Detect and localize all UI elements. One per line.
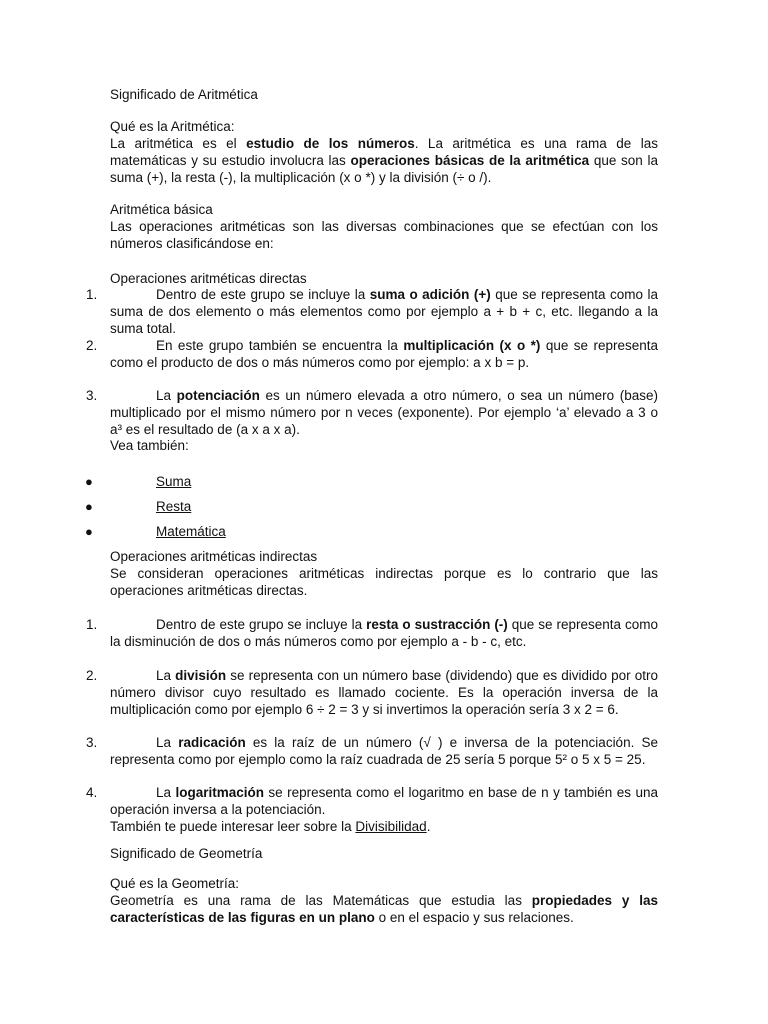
title-geometria: Significado de Geometría bbox=[110, 846, 263, 861]
text: También te puede interesar leer sobre la bbox=[110, 819, 356, 834]
bold-text: radicación bbox=[178, 735, 246, 750]
list-item-resta bbox=[86, 616, 658, 650]
bold-text: propiedades y las características de las figuras en un plano bbox=[110, 893, 658, 925]
list-number: 2. bbox=[86, 338, 98, 353]
list-item-radicacion bbox=[86, 734, 658, 768]
link-divisibilidad[interactable]: Divisibilidad bbox=[355, 819, 427, 834]
paragraph-aritmetica-basica: Las operaciones aritméticas son las diversas combinaciones que se efectúan con los números clasificándose en: bbox=[110, 219, 658, 251]
text: Dentro de este grupo se incluye la bbox=[156, 617, 367, 632]
link-suma[interactable]: Suma bbox=[156, 474, 192, 489]
paragraph-indirectas: Se consideran operaciones aritméticas indirectas porque es lo contrario que las operaciones aritméticas directas. bbox=[110, 566, 658, 598]
text: La aritmética es el bbox=[110, 136, 247, 151]
text: La bbox=[156, 668, 176, 683]
list-number: 3. bbox=[86, 735, 98, 750]
bullet-icon: ● bbox=[85, 474, 93, 489]
text: que se representa como el producto de dos o más números como por ejemplo: a x b = p. bbox=[110, 338, 659, 370]
paragraph-definicion bbox=[110, 135, 658, 186]
bold-text: multiplicación (x o *) bbox=[403, 338, 541, 353]
bold-text: potenciación bbox=[176, 388, 260, 403]
heading-aritmetica-basica: Aritmética básica bbox=[110, 202, 213, 217]
text: o en el espacio y sus relaciones. bbox=[374, 910, 574, 925]
title-aritmetica: Significado de Aritmética bbox=[110, 87, 258, 102]
bold-text: división bbox=[175, 668, 227, 683]
list-item-division bbox=[86, 667, 658, 718]
text: Dentro de este grupo se incluye la bbox=[156, 287, 370, 302]
list-number: 1. bbox=[86, 287, 98, 302]
paragraph-geometria bbox=[110, 892, 658, 926]
subtitle-que-es-geometria: Qué es la Geometría: bbox=[110, 876, 240, 891]
text: que son la suma (+), la resta (-), la multiplicación (x o *) y la división (÷ o /). bbox=[110, 153, 658, 185]
list-number: 2. bbox=[86, 668, 98, 683]
heading-operaciones-directas: Operaciones aritméticas directas bbox=[110, 271, 307, 286]
list-item-multiplicacion bbox=[86, 337, 658, 371]
bold-text: logaritmación bbox=[175, 785, 264, 800]
text: La bbox=[156, 735, 179, 750]
list-item-suma bbox=[86, 286, 658, 337]
bold-text: resta o sustracción (-) bbox=[366, 617, 508, 632]
list-item-potenciacion bbox=[86, 387, 658, 438]
text: La bbox=[156, 785, 176, 800]
text: que se representa como la disminución de dos o más números como por ejemplo a - b - c, etc. bbox=[110, 617, 659, 649]
text: . La aritmética es una rama de las matemáticas y su estudio involucra las bbox=[110, 136, 658, 168]
list-item-logaritmacion bbox=[86, 784, 658, 818]
text: . bbox=[426, 819, 431, 834]
heading-operaciones-indirectas: Operaciones aritméticas indirectas bbox=[110, 549, 318, 564]
link-matematica[interactable]: Matemática bbox=[156, 524, 226, 539]
link-resta[interactable]: Resta bbox=[156, 499, 192, 514]
text: que se representa como la suma de dos elemento o más elementos como por ejemplo a + b + c, etc. llegando a la suma total. bbox=[110, 287, 658, 336]
text: es un número elevada a otro número, o sea un número (base) multiplicado por el mismo número por n veces (exponente). Por ejemplo ‘a’ elevado a 3 o a³ es el resultado de (a x a x a). bbox=[110, 388, 658, 437]
text: La bbox=[156, 388, 177, 403]
list-number: 1. bbox=[86, 617, 98, 632]
subtitle-que-es-aritmetica: Qué es la Aritmética: bbox=[110, 119, 235, 134]
text: En este grupo también se encuentra la bbox=[156, 338, 404, 353]
bullet-icon: ● bbox=[85, 524, 93, 539]
bold-text: estudio de los números bbox=[246, 136, 415, 151]
text: Geometría es una rama de las Matemáticas que estudia las bbox=[110, 893, 532, 908]
see-also-label: Vea también: bbox=[110, 438, 189, 453]
list-number: 3. bbox=[86, 388, 98, 403]
list-number: 4. bbox=[86, 785, 98, 800]
text: es la raíz de un número (√ ) e inversa de la potenciación. Se representa como por ejemplo como la raíz cuadrada de 25 sería 5 porque 5² o 5 x 5 = 25. bbox=[110, 735, 658, 767]
text: se representa con un número base (dividendo) que es dividido por otro número divisor cuyo resultado es llamado cociente. Es la operación inversa de la multiplicación como por ejemplo 6 ÷ 2 = 3 y si invertimos la operación sería 3 x 2 = 6. bbox=[110, 668, 658, 717]
paragraph-divisibilidad bbox=[110, 818, 658, 835]
bold-text: operaciones básicas de la aritmética bbox=[350, 153, 590, 168]
text: se representa como el logaritmo en base de n y también es una operación inversa a la potenciación. bbox=[110, 785, 658, 817]
bullet-icon: ● bbox=[85, 499, 93, 514]
bold-text: suma o adición (+) bbox=[369, 287, 491, 302]
